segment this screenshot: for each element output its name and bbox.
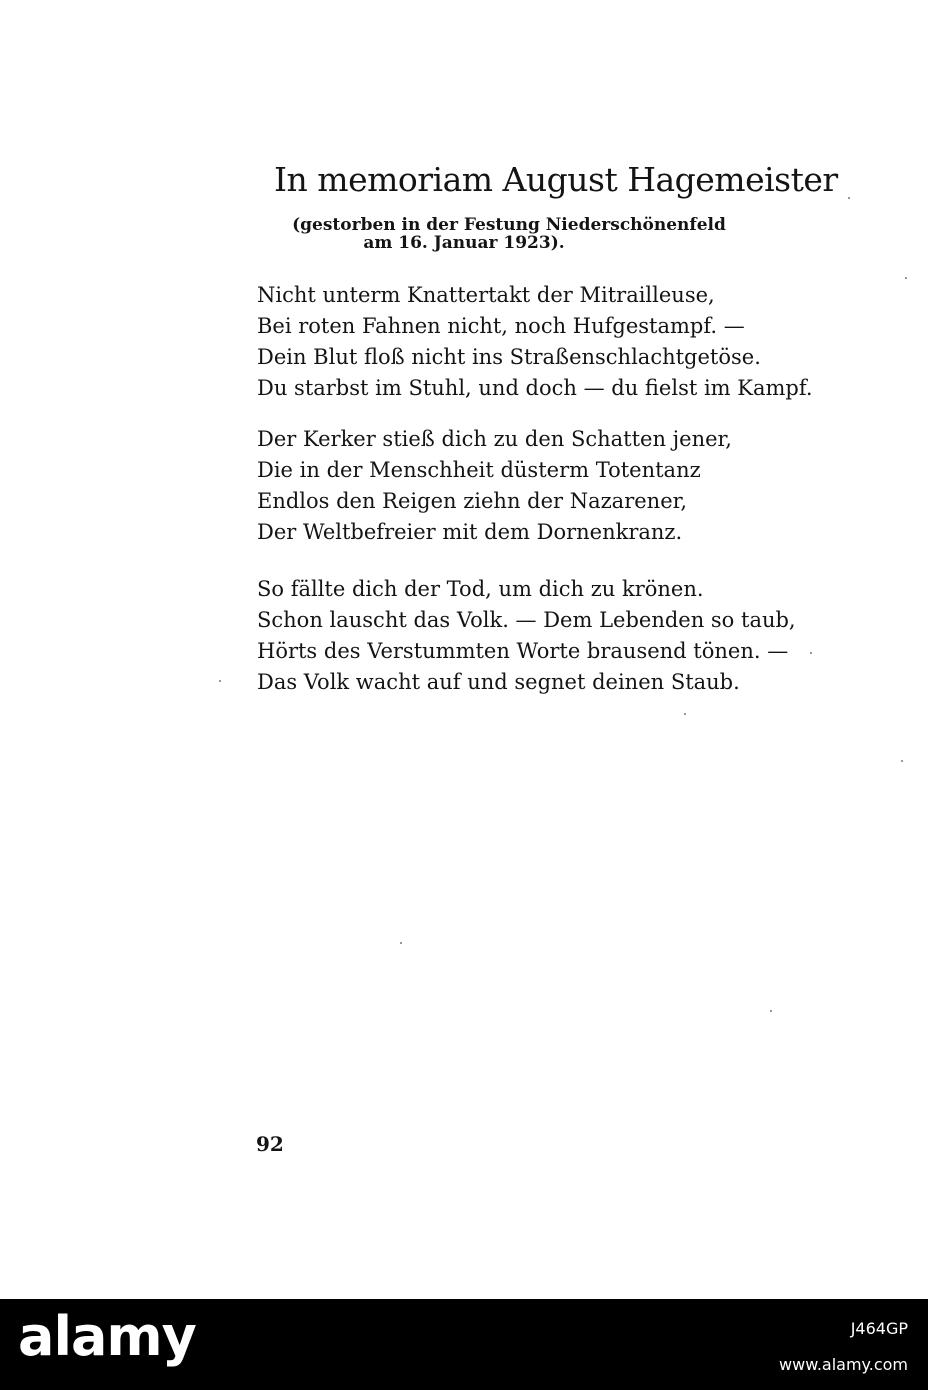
scan-speck <box>400 942 402 944</box>
verse-line: So fällte dich der Tod, um dich zu krönen. <box>257 577 704 601</box>
verse-line: Bei roten Fahnen nicht, noch Hufgestampf. — <box>257 314 745 338</box>
scan-speck <box>684 713 686 715</box>
poem-title: In memoriam August Hagemeister <box>274 160 838 199</box>
verse-line: Der Weltbefreier mit dem Dornenkranz. <box>257 520 683 544</box>
scan-speck <box>219 680 221 682</box>
verse-line: Nicht unterm Knattertakt der Mitrailleuse, <box>257 283 715 307</box>
verse-line: Dein Blut floß nicht ins Straßenschlachtgetöse. <box>257 345 761 369</box>
stanza-2 <box>257 424 732 548</box>
watermark-footer <box>0 1299 928 1390</box>
verse-line: Hörts des Verstummten Worte brausend tönen. — <box>257 639 789 663</box>
scan-speck <box>770 1010 772 1012</box>
poem-subtitle-line-1: (gestorben in der Festung Niederschönenfeld <box>292 215 726 235</box>
stanza-3 <box>257 574 796 698</box>
scan-speck <box>905 277 907 279</box>
verse-line: Der Kerker stieß dich zu den Schatten jener, <box>257 427 732 451</box>
verse-line: Endlos den Reigen ziehn der Nazarener, <box>257 489 688 513</box>
page-number: 92 <box>256 1132 284 1156</box>
scan-speck <box>848 197 850 199</box>
scan-speck <box>810 652 812 654</box>
scan-speck <box>901 760 903 762</box>
site-url: www.alamy.com <box>779 1355 908 1374</box>
verse-line: Das Volk wacht auf und segnet deinen Staub. <box>257 670 740 694</box>
image-id: J464GP <box>850 1319 908 1338</box>
verse-line: Du starbst im Stuhl, und doch — du fielst im Kampf. <box>257 376 813 400</box>
stanza-1 <box>257 280 813 404</box>
brand-logo: alamy <box>18 1305 196 1368</box>
verse-line: Schon lauscht das Volk. — Dem Lebenden so taub, <box>257 608 796 632</box>
verse-line: Die in der Menschheit düsterm Totentanz <box>257 458 701 482</box>
poem-subtitle-line-2: am 16. Januar 1923). <box>363 233 565 253</box>
